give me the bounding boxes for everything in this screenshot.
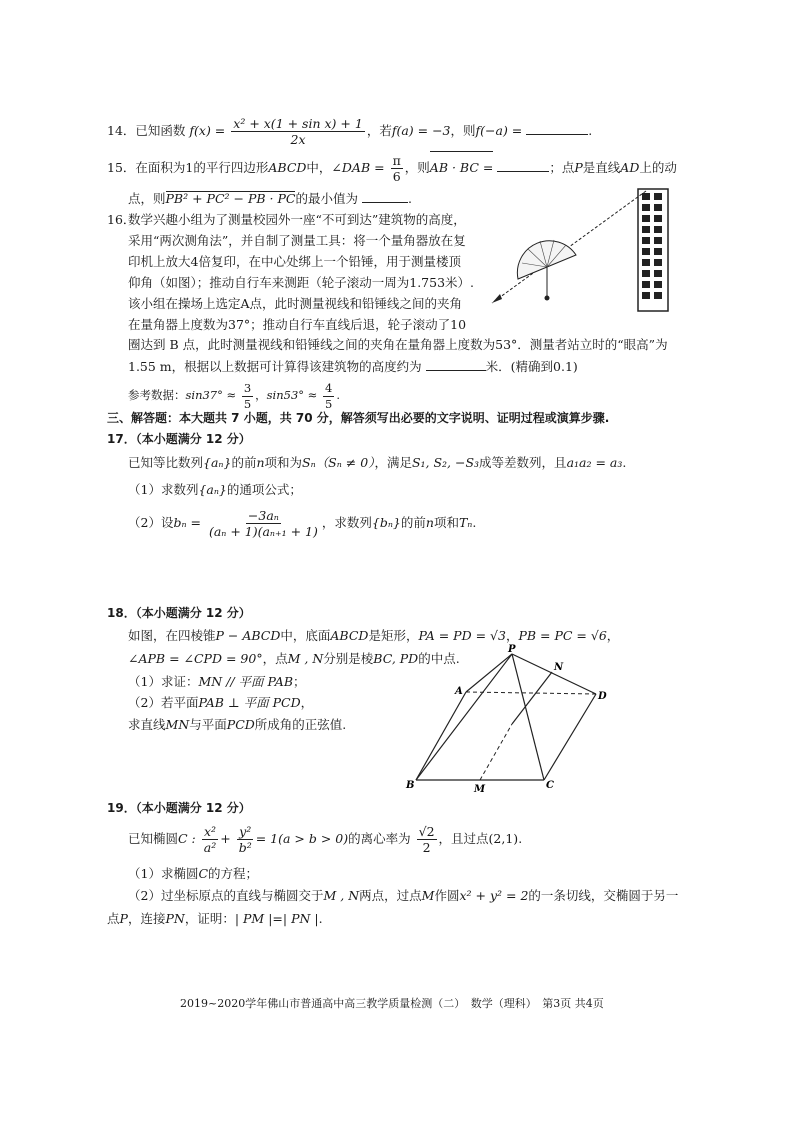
question-15-line2: 点，则PB² + PC² − PB · PC的最小值为 . [128,191,412,206]
question-18-part2: （2）若平面PAB ⊥ 平面 PCD， [128,695,314,710]
building-measurement-figure [486,185,681,315]
question-16-text: 数学兴趣小组为了测量校园外一座“不可到达”建筑物的高度， 采用“两次测角法”，并自制了测量工具：将一个量角器放在复 印机上放大4倍复印，在中心处绑上一个铅锤，用于测量楼顶 仰角（如图）；推动自行车来测距（轮子滚动一周为1.753米）. 该小组在操场上选定A点，此时测量视线和铅锤线之间的夹角 在量角器上度数为37°；推动自行车直线后退，轮子滚动了10 [128,212,475,332]
edge-pb [416,654,512,780]
question-16-line7: 圈达到 B 点，此时测量视线和铅锤线之间的夹角在量角器上度数为53°．测量者站立时的“眼高”为 [128,337,668,352]
question-17-line1: 已知等比数列{aₙ}的前n项和为Sₙ（Sₙ ≠ 0），满足S₁, S₂, −S₃成等差数列，且a₁a₂ = a₃. [128,455,627,470]
q14-fraction: $\frac{\text{x² + x(1 + sin x) + 1}}{2x}$ [233,116,363,147]
label-p: P [508,644,516,655]
sight-arrow [492,294,502,303]
question-18-part1: （1）求证：MN // 平面 PAB； [128,674,306,689]
question-17-title: 17．（本小题满分 12 分） [107,432,251,446]
question-18-line1: 如图，在四棱锥P − ABCD中，底面ABCD是矩形，PA = PD = √3，PB = PC = √6， [128,628,620,643]
question-17-part1: （1）求数列{aₙ}的通项公式； [128,482,302,497]
building-windows [642,193,662,299]
question-16-line8: 1.55 m，根据以上数据可计算得该建筑物的高度约为 米．(精确到0.1) [128,359,578,374]
question-16-reference: 参考数据：sin37° ≈ $\frac{3}{5}$ ，sin53° ≈ $\frac{4}{5}$ . [128,380,340,411]
label-n: N [554,662,564,673]
label-a: A [455,686,463,697]
section-3-heading: 三、解答题：本大题共 7 小题，共 70 分，解答须写出必要的文字说明、证明过程或演算步骤. [107,411,610,425]
answer-blank-16[interactable] [426,358,486,371]
question-15: 15．在面积为1的平行四边形ABCD中，∠DAB = $\frac{\pi}{6}$ ，则AB · BC = ；点P是直线AD上的动 [107,150,677,186]
edge-ad-hidden [466,692,596,694]
label-m: M [474,784,486,794]
edge-pa [466,654,512,692]
question-19-title: 19．（本小题满分 12 分） [107,801,251,815]
answer-blank-15b[interactable] [362,190,408,203]
question-19-line1: 已知椭圆C : $\frac{\text{x²}}{\text{a²}}$ + $\frac{\text{y²}}{\text{b²}}$ = 1(a > b > 0)的离心率为 $\frac{√2}{2}$ ，且过点(2,1). [128,824,523,855]
segment-mn-hidden [480,724,512,780]
edge-ab [416,692,466,780]
question-17-part2: （2）设bₙ = $\frac{\text{−3aₙ}}{\text{(aₙ + 1)(aₙ₊₁ + 1)}}$ ，求数列{bₙ}的前n项和Tₙ. [128,508,477,539]
question-14: 14．已知函数 f(x) = $\frac{\text{x² + x(1 + sin x) + 1}}{2x}$ ，若f(a) = −3，则f(−a) = . [107,116,593,147]
question-19-part2-line2: 点P，连接PN，证明：| PM |=| PN |. [107,911,323,926]
question-18-part2-line2: 求直线MN与平面PCD所成角的正弦值. [128,717,347,732]
pyramid-figure [400,642,620,794]
label-c: C [546,780,554,791]
q15-pi-fraction: $\frac{\pi}{6}$ [392,153,401,184]
question-19-part2: （2）过坐标原点的直线与椭圆交于M , N两点，过点M作圆x² + y² = 2的一条切线，交椭圆于另一 [128,888,679,903]
edge-pd [512,654,596,694]
question-19-part1: （1）求椭圆C的方程； [128,866,259,881]
question-18-title: 18．（本小题满分 12 分） [107,606,251,620]
label-b: B [406,780,415,791]
answer-blank-14[interactable] [526,122,588,135]
label-d: D [598,691,607,702]
page-footer: 2019~2020学年佛山市普通高中高三教学质量检测（二） 数学（理科） 第3页 共4页 [180,997,604,1010]
question-16-no: 16． [107,212,136,227]
answer-blank-15a[interactable] [497,159,549,172]
edge-cd [544,694,596,780]
question-18-line2: ∠APB = ∠CPD = 90°，点M , N分别是棱BC, PD的中点. [128,651,460,666]
plumb-bob [545,296,550,301]
